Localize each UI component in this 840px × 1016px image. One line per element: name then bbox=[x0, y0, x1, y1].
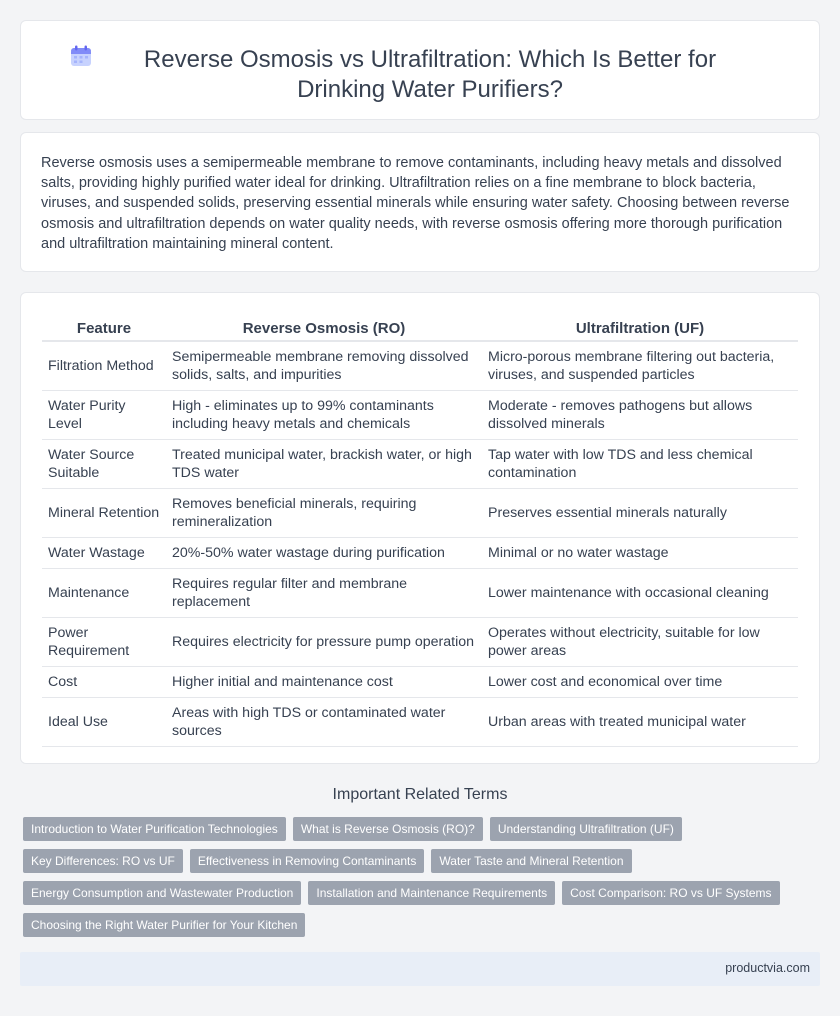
feature-cell: Ideal Use bbox=[42, 697, 166, 746]
feature-cell: Water Purity Level bbox=[42, 390, 166, 439]
title-card bbox=[20, 20, 820, 120]
related-term-tag[interactable]: Water Taste and Mineral Retention bbox=[431, 849, 631, 873]
table-row bbox=[42, 537, 798, 568]
uf-cell: Micro-porous membrane filtering out bacteria, viruses, and suspended particles bbox=[482, 341, 798, 390]
uf-cell: Preserves essential minerals naturally bbox=[482, 488, 798, 537]
table-row bbox=[42, 617, 798, 666]
related-term-tag[interactable]: Energy Consumption and Wastewater Production bbox=[23, 881, 301, 905]
related-term-tag[interactable]: Key Differences: RO vs UF bbox=[23, 849, 183, 873]
header-feature: Feature bbox=[42, 311, 166, 341]
uf-cell: Lower maintenance with occasional cleaning bbox=[482, 568, 798, 617]
feature-cell: Water Source Suitable bbox=[42, 439, 166, 488]
feature-cell: Power Requirement bbox=[42, 617, 166, 666]
related-term-tag[interactable]: Choosing the Right Water Purifier for Your Kitchen bbox=[23, 913, 305, 937]
feature-cell: Maintenance bbox=[42, 568, 166, 617]
comparison-table bbox=[42, 311, 798, 747]
comparison-table-card bbox=[20, 292, 820, 764]
header-uf: Ultrafiltration (UF) bbox=[482, 311, 798, 341]
table-row bbox=[42, 341, 798, 390]
ro-cell: Requires regular filter and membrane replacement bbox=[166, 568, 482, 617]
related-term-tag[interactable]: Introduction to Water Purification Technologies bbox=[23, 817, 286, 841]
intro-card bbox=[20, 132, 820, 272]
table-row bbox=[42, 666, 798, 697]
ro-cell: High - eliminates up to 99% contaminants including heavy metals and chemicals bbox=[166, 390, 482, 439]
table-row bbox=[42, 488, 798, 537]
ro-cell: Treated municipal water, brackish water, or high TDS water bbox=[166, 439, 482, 488]
tag-row bbox=[23, 913, 803, 937]
ro-cell: Semipermeable membrane removing dissolved solids, salts, and impurities bbox=[166, 341, 482, 390]
related-terms-list bbox=[23, 817, 803, 945]
footer-site-link[interactable]: productvia.com bbox=[725, 961, 810, 975]
tag-row bbox=[23, 881, 803, 905]
table-row bbox=[42, 568, 798, 617]
page-title: Reverse Osmosis vs Ultrafiltration: Which Is Better for Drinking Water Purifiers? bbox=[143, 46, 717, 103]
tag-row bbox=[23, 849, 803, 873]
feature-cell: Mineral Retention bbox=[42, 488, 166, 537]
uf-cell: Urban areas with treated municipal water bbox=[482, 697, 798, 746]
related-term-tag[interactable]: Installation and Maintenance Requirements bbox=[308, 881, 555, 905]
table-row bbox=[42, 390, 798, 439]
related-term-tag[interactable]: Cost Comparison: RO vs UF Systems bbox=[562, 881, 779, 905]
related-term-tag[interactable]: What is Reverse Osmosis (RO)? bbox=[293, 817, 483, 841]
ro-cell: Requires electricity for pressure pump operation bbox=[166, 617, 482, 666]
related-terms-heading: Important Related Terms bbox=[332, 786, 508, 803]
ro-cell: Areas with high TDS or contaminated water sources bbox=[166, 697, 482, 746]
intro-paragraph: Reverse osmosis uses a semipermeable membrane to remove contaminants, including heavy metals and dissolved salts, providing highly purified water ideal for drinking. Ultrafiltration relies on a fine membrane to block bacteria, viruses, and suspended solids, preserving essential minerals while ensuring water safety. Choosing between reverse osmosis and ultrafiltration depends on water quality needs, with reverse osmosis offering more thorough purification and ultrafiltration maintaining mineral content. bbox=[41, 155, 790, 252]
ro-cell: Removes beneficial minerals, requiring remineralization bbox=[166, 488, 482, 537]
table-header-row bbox=[42, 311, 798, 341]
feature-cell: Filtration Method bbox=[42, 341, 166, 390]
ro-cell: Higher initial and maintenance cost bbox=[166, 666, 482, 697]
related-term-tag[interactable]: Understanding Ultrafiltration (UF) bbox=[490, 817, 682, 841]
feature-cell: Water Wastage bbox=[42, 537, 166, 568]
table-row bbox=[42, 697, 798, 746]
table-row bbox=[42, 439, 798, 488]
uf-cell: Minimal or no water wastage bbox=[482, 537, 798, 568]
uf-cell: Lower cost and economical over time bbox=[482, 666, 798, 697]
tag-row bbox=[23, 817, 803, 841]
footer-bar bbox=[20, 952, 820, 986]
ro-cell: 20%-50% water wastage during purification bbox=[166, 537, 482, 568]
related-term-tag[interactable]: Effectiveness in Removing Contaminants bbox=[190, 849, 425, 873]
uf-cell: Moderate - removes pathogens but allows dissolved minerals bbox=[482, 390, 798, 439]
feature-cell: Cost bbox=[42, 666, 166, 697]
uf-cell: Tap water with low TDS and less chemical contamination bbox=[482, 439, 798, 488]
header-ro: Reverse Osmosis (RO) bbox=[166, 311, 482, 341]
uf-cell: Operates without electricity, suitable for low power areas bbox=[482, 617, 798, 666]
